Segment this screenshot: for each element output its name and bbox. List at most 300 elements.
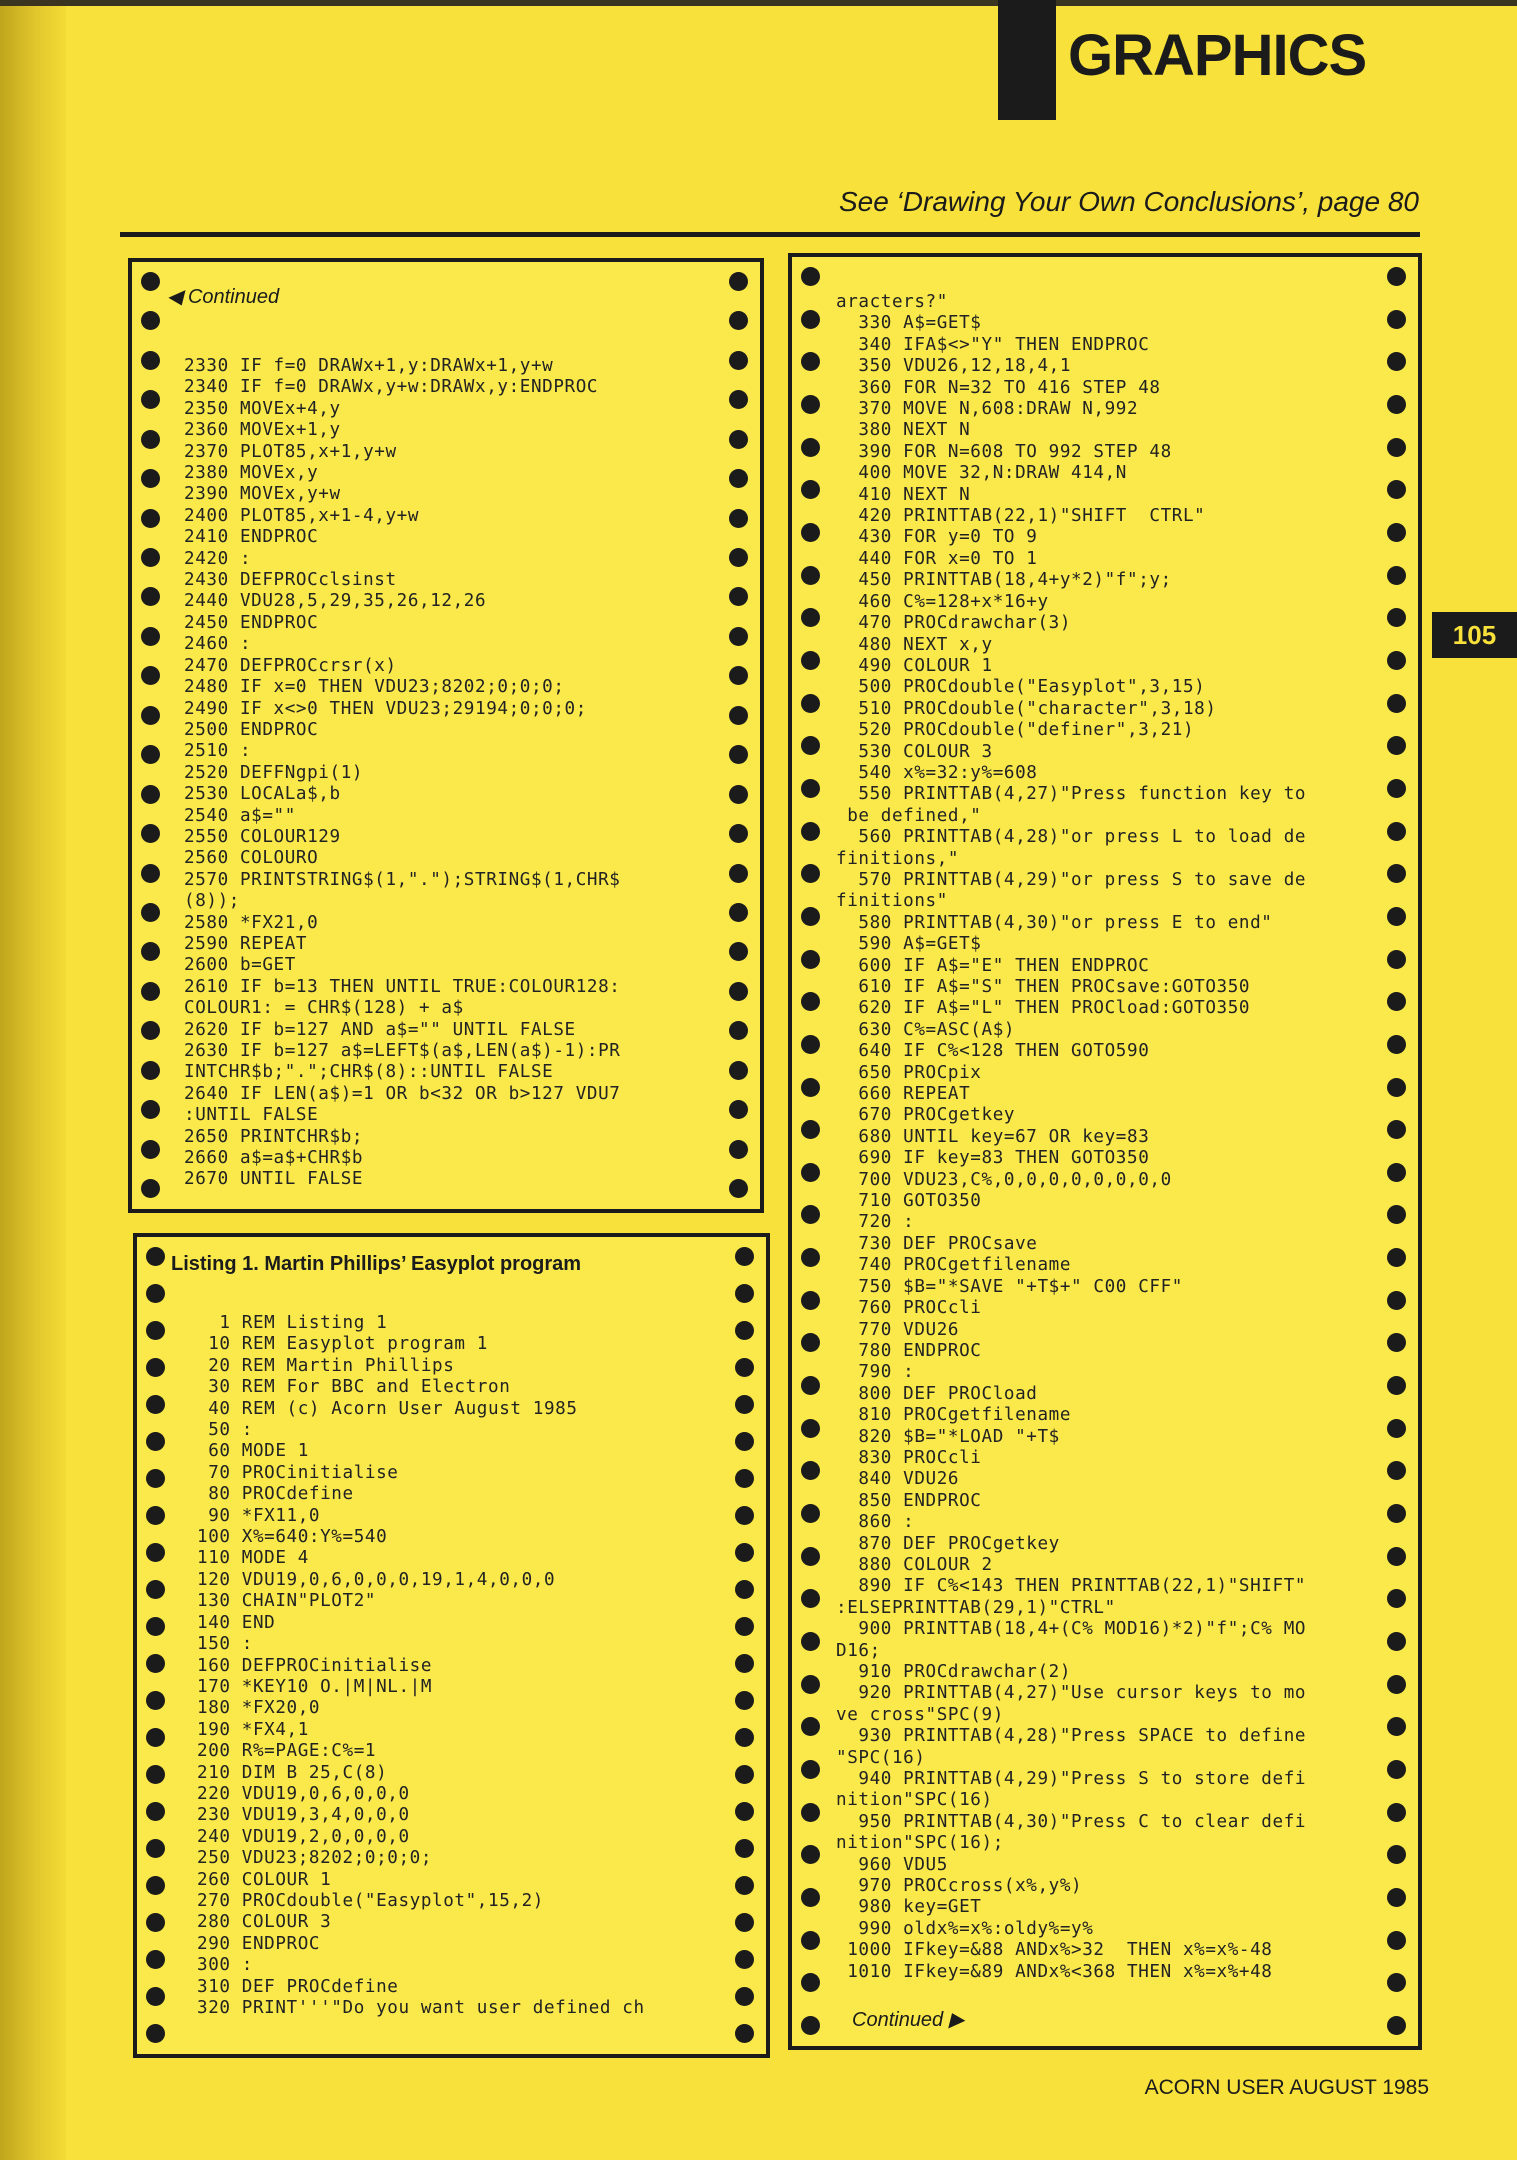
code-line: 2460 :: [184, 634, 252, 655]
sprocket-hole: [735, 1543, 754, 1562]
code-line: 770 VDU26: [836, 1319, 960, 1340]
sprocket-hole: [141, 272, 160, 291]
sprocket-hole: [141, 430, 160, 449]
code-line: 350 VDU26,12,18,4,1: [836, 356, 1072, 377]
code-line: :ELSEPRINTTAB(29,1)"CTRL": [836, 1597, 1116, 1618]
sprocket-hole: [735, 1654, 754, 1673]
code-line: 90 *FX11,0: [197, 1505, 321, 1526]
code-line: finitions": [836, 891, 948, 912]
sprocket-hole: [141, 982, 160, 1001]
code-line: 620 IF A$="L" THEN PROCload:GOTO350: [836, 998, 1251, 1019]
sprocket-hole: [801, 1675, 820, 1694]
sprocket-hole: [1387, 1163, 1406, 1182]
sprocket-hole: [146, 1950, 165, 1969]
code-line: 560 PRINTTAB(4,28)"or press L to load de: [836, 827, 1307, 848]
sprocket-hole: [1387, 1803, 1406, 1822]
sprocket-hole: [141, 1179, 160, 1198]
code-line: 960 VDU5: [836, 1854, 948, 1875]
sprocket-hole: [1387, 1589, 1406, 1608]
sprocket-hole: [735, 1358, 754, 1377]
sprocket-hole: [729, 509, 748, 528]
sprocket-hole: [801, 566, 820, 585]
code-line: 2530 LOCALa$,b: [184, 784, 341, 805]
sprocket-hole: [801, 1120, 820, 1139]
code-line: 380 NEXT N: [836, 420, 971, 441]
sprocket-hole: [146, 1358, 165, 1377]
sprocket-hole: [146, 1247, 165, 1266]
sprocket-hole: [801, 1504, 820, 1523]
sprocket-hole: [735, 1321, 754, 1340]
code-line: 970 PROCcross(x%,y%): [836, 1876, 1083, 1897]
sprocket-hole: [1387, 438, 1406, 457]
code-line: 780 ENDPROC: [836, 1340, 982, 1361]
code-line: D16;: [836, 1640, 881, 1661]
code-line: 240 VDU19,2,0,0,0,0: [197, 1826, 410, 1847]
code-line: 2330 IF f=0 DRAWx+1,y:DRAWx+1,y+w: [184, 356, 554, 376]
sprocket-hole: [146, 1506, 165, 1525]
code-line: 500 PROCdouble("Easyplot",3,15): [836, 677, 1206, 698]
code-line: 60 MODE 1: [197, 1441, 309, 1462]
sprocket-hole: [146, 1691, 165, 1710]
sprocket-hole: [729, 1021, 748, 1040]
sprocket-hole: [1387, 1547, 1406, 1566]
sprocket-hole: [801, 1376, 820, 1395]
code-line: 2350 MOVEx+4,y: [184, 398, 341, 419]
sprocket-hole: [141, 469, 160, 488]
sprocket-hole: [1387, 992, 1406, 1011]
sprocket-hole: [735, 1728, 754, 1747]
code-line: 440 FOR x=0 TO 1: [836, 548, 1038, 569]
code-line: 570 PRINTTAB(4,29)"or press S to save de: [836, 869, 1307, 890]
sprocket-hole: [146, 2024, 165, 2043]
sprocket-hole: [141, 587, 160, 606]
sprocket-hole: [1387, 2016, 1406, 2035]
code-line: 220 VDU19,0,6,0,0,0: [197, 1783, 410, 1804]
code-line: 470 PROCdrawchar(3): [836, 613, 1072, 634]
sprocket-hole: [735, 1247, 754, 1266]
code-line: (8));: [184, 891, 240, 912]
sprocket-hole: [801, 1333, 820, 1352]
code-line: 410 NEXT N: [836, 484, 971, 505]
code-line: 2520 DEFFNgpi(1): [184, 762, 364, 783]
listing-panel-easyplot: [133, 1233, 770, 2058]
sprocket-hole: [1387, 1205, 1406, 1224]
sprocket-hole: [146, 1765, 165, 1784]
sprocket-hole: [141, 351, 160, 370]
code-line: 340 IFA$<>"Y" THEN ENDPROC: [836, 334, 1150, 355]
sprocket-hole: [1387, 950, 1406, 969]
sprocket-hole: [141, 706, 160, 725]
code-line: 330 A$=GET$: [836, 313, 982, 334]
sprocket-hole: [141, 1100, 160, 1119]
code-line: 490 COLOUR 1: [836, 655, 993, 676]
sprocket-hole: [146, 1580, 165, 1599]
sprocket-hole: [801, 395, 820, 414]
top-edge: [0, 0, 1517, 6]
sprocket-hole: [146, 1654, 165, 1673]
code-line: 100 X%=640:Y%=540: [197, 1527, 388, 1548]
sprocket-hole: [801, 1419, 820, 1438]
sprocket-hole: [729, 587, 748, 606]
sprocket-hole: [1387, 1675, 1406, 1694]
code-line: 2630 IF b=127 a$=LEFT$(a$,LEN(a$)-1):PR: [184, 1041, 621, 1061]
code-line: 450 PRINTTAB(18,4+y*2)"f";y;: [836, 570, 1172, 591]
code-line: nition"SPC(16);: [836, 1833, 1004, 1854]
code-line: 430 FOR y=0 TO 9: [836, 527, 1038, 548]
sprocket-hole: [801, 694, 820, 713]
sprocket-hole: [1387, 1504, 1406, 1523]
code-line: 2540 a$="": [184, 805, 296, 826]
sprocket-hole: [141, 509, 160, 528]
listing-panel-right: [788, 253, 1422, 2050]
sprocket-hole: [735, 1802, 754, 1821]
sprocket-hole: [735, 1765, 754, 1784]
sprocket-hole: [735, 1432, 754, 1451]
sprocket-hole: [1387, 1248, 1406, 1267]
code-line: 510 PROCdouble("character",3,18): [836, 698, 1217, 719]
code-line: 1000 IFkey=&88 ANDx%>32 THEN x%=x%-48: [836, 1940, 1273, 1961]
sprocket-hole: [801, 651, 820, 670]
sprocket-hole: [1387, 1461, 1406, 1480]
sprocket-hole: [141, 1021, 160, 1040]
sprocket-hole: [1387, 1632, 1406, 1651]
code-line: 290 ENDPROC: [197, 1933, 321, 1954]
code-line: INTCHR$b;".";CHR$(8)::UNTIL FALSE: [184, 1062, 554, 1083]
sprocket-hole: [801, 1163, 820, 1182]
code-line: 590 A$=GET$: [836, 934, 982, 955]
code-line: 400 MOVE 32,N:DRAW 414,N: [836, 463, 1128, 484]
code-line: 720 :: [836, 1212, 915, 1233]
sprocket-hole: [1387, 1845, 1406, 1864]
listing-panel-continued: [128, 258, 764, 1213]
sprocket-hole: [1387, 480, 1406, 499]
code-line: 830 PROCcli: [836, 1447, 982, 1468]
sprocket-hole: [729, 745, 748, 764]
sprocket-hole: [801, 1461, 820, 1480]
sprocket-hole: [801, 992, 820, 1011]
code-line: 80 PROCdefine: [197, 1484, 354, 1505]
sprocket-hole: [1387, 566, 1406, 585]
sprocket-hole: [1387, 1931, 1406, 1950]
code-line: aracters?": [836, 292, 948, 312]
code-line: 600 IF A$="E" THEN ENDPROC: [836, 955, 1150, 976]
sprocket-hole: [729, 706, 748, 725]
code-line: 870 DEF PROCgetkey: [836, 1533, 1060, 1554]
code-line: 50 :: [197, 1420, 253, 1441]
sprocket-hole: [735, 1691, 754, 1710]
sprocket-holes-left: [801, 267, 823, 2036]
code-line: 2470 DEFPROCcrsr(x): [184, 655, 397, 676]
code-line: 150 :: [197, 1634, 253, 1655]
section-marker-block: [998, 0, 1056, 120]
code-line: 2440 VDU28,5,29,35,26,12,26: [184, 591, 487, 612]
code-line: 2600 b=GET: [184, 955, 296, 976]
sprocket-hole: [1387, 267, 1406, 286]
sprocket-hole: [801, 267, 820, 286]
code-line: 300 :: [197, 1955, 253, 1976]
sprocket-hole: [141, 942, 160, 961]
code-line: 2450 ENDPROC: [184, 612, 319, 633]
sprocket-hole: [735, 1913, 754, 1932]
code-line: 2650 PRINTCHR$b;: [184, 1126, 364, 1147]
sprocket-hole: [146, 1284, 165, 1303]
sprocket-hole: [146, 1987, 165, 2006]
sprocket-hole: [801, 438, 820, 457]
code-line: 30 REM For BBC and Electron: [197, 1377, 511, 1398]
sprocket-hole: [141, 390, 160, 409]
sprocket-hole: [1387, 1291, 1406, 1310]
sprocket-hole: [801, 950, 820, 969]
code-line: 690 IF key=83 THEN GOTO350: [836, 1148, 1150, 1169]
code-line: 790 :: [836, 1362, 915, 1383]
sprocket-hole: [735, 1469, 754, 1488]
code-line: ve cross"SPC(9): [836, 1704, 1004, 1725]
code-line: 650 PROCpix: [836, 1062, 982, 1083]
code-line: 2430 DEFPROCclsinst: [184, 570, 397, 591]
sprocket-hole: [1387, 1419, 1406, 1438]
sprocket-hole: [141, 1140, 160, 1159]
sprocket-hole: [141, 745, 160, 764]
sprocket-hole: [141, 627, 160, 646]
code-line: 2640 IF LEN(a$)=1 OR b<32 OR b>127 VDU7: [184, 1083, 621, 1104]
code-line: 180 *FX20,0: [197, 1698, 321, 1719]
code-line: 2660 a$=a$+CHR$b: [184, 1148, 364, 1169]
code-line: 2420 :: [184, 548, 252, 569]
sprocket-hole: [801, 1291, 820, 1310]
code-line: 2340 IF f=0 DRAWx,y+w:DRAWx,y:ENDPROC: [184, 377, 599, 398]
section-title: GRAPHICS: [1068, 23, 1367, 88]
sprocket-hole: [801, 352, 820, 371]
code-line: 660 REPEAT: [836, 1084, 971, 1105]
sprocket-hole: [801, 864, 820, 883]
sprocket-hole: [801, 907, 820, 926]
sprocket-hole: [735, 1950, 754, 1969]
sprocket-hole: [801, 523, 820, 542]
sprocket-hole: [801, 1248, 820, 1267]
sprocket-holes-right: [1387, 267, 1409, 2036]
code-line: 530 COLOUR 3: [836, 741, 993, 762]
code-line: 2400 PLOT85,x+1-4,y+w: [184, 505, 420, 526]
sprocket-hole: [801, 1717, 820, 1736]
code-line: 10 REM Easyplot program 1: [197, 1334, 489, 1355]
code-line: 640 IF C%<128 THEN GOTO590: [836, 1041, 1150, 1062]
code-line: 480 NEXT x,y: [836, 634, 993, 655]
code-line: 740 PROCgetfilename: [836, 1255, 1072, 1276]
sprocket-holes-left: [146, 1247, 168, 2044]
code-listing: [197, 1313, 645, 2019]
code-line: 280 COLOUR 3: [197, 1912, 332, 1933]
code-line: 160 DEFPROCinitialise: [197, 1655, 433, 1676]
code-line: 850 ENDPROC: [836, 1490, 982, 1511]
listing-caption: Listing 1. Martin Phillips’ Easyplot program: [171, 1253, 582, 1275]
sprocket-hole: [735, 1839, 754, 1858]
sprocket-hole: [735, 1987, 754, 2006]
sprocket-hole: [146, 1839, 165, 1858]
code-line: 800 DEF PROCload: [836, 1383, 1038, 1404]
code-line: 460 C%=128+x*16+y: [836, 591, 1049, 612]
code-line: 860 :: [836, 1512, 915, 1533]
sprocket-hole: [146, 1432, 165, 1451]
sprocket-hole: [729, 666, 748, 685]
sprocket-hole: [729, 1179, 748, 1198]
magazine-spine-shadow: [0, 0, 66, 2160]
sprocket-hole: [141, 1061, 160, 1080]
sprocket-hole: [729, 272, 748, 291]
code-line: 370 MOVE N,608:DRAW N,992: [836, 399, 1139, 420]
code-line: 630 C%=ASC(A$): [836, 1019, 1016, 1040]
code-line: 2370 PLOT85,x+1,y+w: [184, 441, 397, 462]
sprocket-hole: [146, 1617, 165, 1636]
sprocket-hole: [1387, 310, 1406, 329]
code-line: 930 PRINTTAB(4,28)"Press SPACE to define: [836, 1726, 1307, 1747]
sprocket-hole: [1387, 352, 1406, 371]
sprocket-hole: [801, 1888, 820, 1907]
sprocket-hole: [801, 736, 820, 755]
code-line: 900 PRINTTAB(18,4+(C% MOD16)*2)"f";C% MO: [836, 1619, 1307, 1640]
code-line: COLOUR1: = CHR$(128) + a$: [184, 998, 464, 1019]
sprocket-hole: [729, 311, 748, 330]
code-line: 2580 *FX21,0: [184, 912, 319, 933]
continued-note: Continued ▶: [852, 2009, 965, 2031]
sprocket-hole: [801, 822, 820, 841]
code-line: 250 VDU23;8202;0;0;0;: [197, 1848, 433, 1869]
sprocket-hole: [1387, 1973, 1406, 1992]
sprocket-hole: [735, 1617, 754, 1636]
code-line: 120 VDU19,0,6,0,0,0,19,1,4,0,0,0: [197, 1569, 556, 1590]
sprocket-hole: [1387, 1376, 1406, 1395]
sprocket-hole: [801, 2016, 820, 2035]
code-line: 880 COLOUR 2: [836, 1554, 993, 1575]
sprocket-hole: [141, 548, 160, 567]
sprocket-hole: [735, 1284, 754, 1303]
sprocket-hole: [729, 903, 748, 922]
code-line: 210 DIM B 25,C(8): [197, 1762, 388, 1783]
code-line: 270 PROCdouble("Easyplot",15,2): [197, 1890, 544, 1911]
code-line: 320 PRINT'''"Do you want user defined ch: [197, 1998, 645, 2018]
page-number-tab: 105: [1432, 612, 1517, 658]
code-line: 710 GOTO350: [836, 1191, 982, 1212]
code-line: 200 R%=PAGE:C%=1: [197, 1741, 377, 1762]
code-line: 40 REM (c) Acorn User August 1985: [197, 1398, 578, 1419]
code-line: 750 $B="*SAVE "+T$+" C00 CFF": [836, 1276, 1183, 1297]
code-line: nition"SPC(16): [836, 1790, 993, 1811]
sprocket-hole: [146, 1469, 165, 1488]
code-line: 2620 IF b=127 AND a$="" UNTIL FALSE: [184, 1019, 576, 1040]
sprocket-hole: [801, 1632, 820, 1651]
sprocket-hole: [801, 1078, 820, 1097]
sprocket-hole: [141, 864, 160, 883]
sprocket-hole: [141, 311, 160, 330]
code-line: 670 PROCgetkey: [836, 1105, 1016, 1126]
code-line: 2410 ENDPROC: [184, 527, 319, 548]
sprocket-hole: [729, 942, 748, 961]
code-line: 1 REM Listing 1: [197, 1313, 388, 1333]
sprocket-hole: [1387, 779, 1406, 798]
code-line: 730 DEF PROCsave: [836, 1233, 1038, 1254]
code-line: 2570 PRINTSTRING$(1,".");STRING$(1,CHR$: [184, 869, 621, 890]
sprocket-hole: [729, 785, 748, 804]
sprocket-hole: [801, 608, 820, 627]
header-rule: [120, 232, 1420, 237]
sprocket-hole: [729, 627, 748, 646]
sprocket-hole: [1387, 395, 1406, 414]
code-line: 940 PRINTTAB(4,29)"Press S to store defi: [836, 1769, 1307, 1790]
code-line: 110 MODE 4: [197, 1548, 309, 1569]
sprocket-hole: [1387, 651, 1406, 670]
sprocket-hole: [801, 1973, 820, 1992]
sprocket-hole: [801, 1589, 820, 1608]
sprocket-hole: [735, 1395, 754, 1414]
sprocket-hole: [801, 1547, 820, 1566]
code-line: 190 *FX4,1: [197, 1719, 309, 1740]
sprocket-hole: [729, 1061, 748, 1080]
sprocket-hole: [146, 1543, 165, 1562]
code-line: 990 oldx%=x%:oldy%=y%: [836, 1918, 1094, 1939]
code-line: 230 VDU19,3,4,0,0,0: [197, 1805, 410, 1826]
sprocket-hole: [801, 1035, 820, 1054]
code-line: 2360 MOVEx+1,y: [184, 420, 341, 441]
code-line: 420 PRINTTAB(22,1)"SHIFT CTRL": [836, 506, 1206, 527]
sprocket-hole: [1387, 1078, 1406, 1097]
sprocket-hole: [141, 666, 160, 685]
sprocket-hole: [1387, 694, 1406, 713]
code-line: 2500 ENDPROC: [184, 719, 319, 740]
code-line: 550 PRINTTAB(4,27)"Press function key to: [836, 784, 1307, 805]
code-line: 1010 IFkey=&89 ANDx%<368 THEN x%=x%+48: [836, 1961, 1273, 1982]
sprocket-hole: [1387, 1760, 1406, 1779]
code-line: 2670 UNTIL FALSE: [184, 1169, 364, 1190]
code-line: 580 PRINTTAB(4,30)"or press E to end": [836, 912, 1273, 933]
code-line: 2590 REPEAT: [184, 933, 308, 954]
code-line: 890 IF C%<143 THEN PRINTTAB(22,1)"SHIFT": [836, 1576, 1307, 1597]
sprocket-hole: [801, 1760, 820, 1779]
sprocket-hole: [729, 824, 748, 843]
sprocket-hole: [1387, 523, 1406, 542]
sprocket-hole: [146, 1913, 165, 1932]
sprocket-hole: [1387, 1035, 1406, 1054]
sprocket-hole: [735, 1876, 754, 1895]
code-line: 2480 IF x=0 THEN VDU23;8202;0;0;0;: [184, 677, 565, 698]
sprocket-hole: [1387, 1717, 1406, 1736]
sprocket-hole: [729, 1140, 748, 1159]
code-line: 2380 MOVEx,y: [184, 463, 319, 484]
sprocket-hole: [735, 1506, 754, 1525]
sprocket-holes-right: [735, 1247, 757, 2044]
sprocket-hole: [1387, 822, 1406, 841]
sprocket-hole: [141, 785, 160, 804]
issue-footer: ACORN USER AUGUST 1985: [1144, 2076, 1429, 2099]
sprocket-hole: [729, 469, 748, 488]
sprocket-holes-right: [729, 272, 751, 1199]
code-line: 20 REM Martin Phillips: [197, 1355, 455, 1376]
sprocket-hole: [735, 2024, 754, 2043]
code-line: 520 PROCdouble("definer",3,21): [836, 720, 1195, 741]
code-line: 810 PROCgetfilename: [836, 1405, 1072, 1426]
sprocket-hole: [146, 1802, 165, 1821]
code-line: 2510 :: [184, 741, 252, 762]
sprocket-hole: [1387, 1120, 1406, 1139]
sprocket-hole: [801, 1845, 820, 1864]
sprocket-hole: [729, 351, 748, 370]
code-listing: [184, 356, 621, 1191]
sprocket-hole: [729, 864, 748, 883]
sprocket-hole: [735, 1580, 754, 1599]
sprocket-hole: [146, 1876, 165, 1895]
sprocket-hole: [1387, 1333, 1406, 1352]
code-line: 910 PROCdrawchar(2): [836, 1662, 1072, 1682]
sprocket-hole: [1387, 736, 1406, 755]
sprocket-hole: [146, 1321, 165, 1340]
